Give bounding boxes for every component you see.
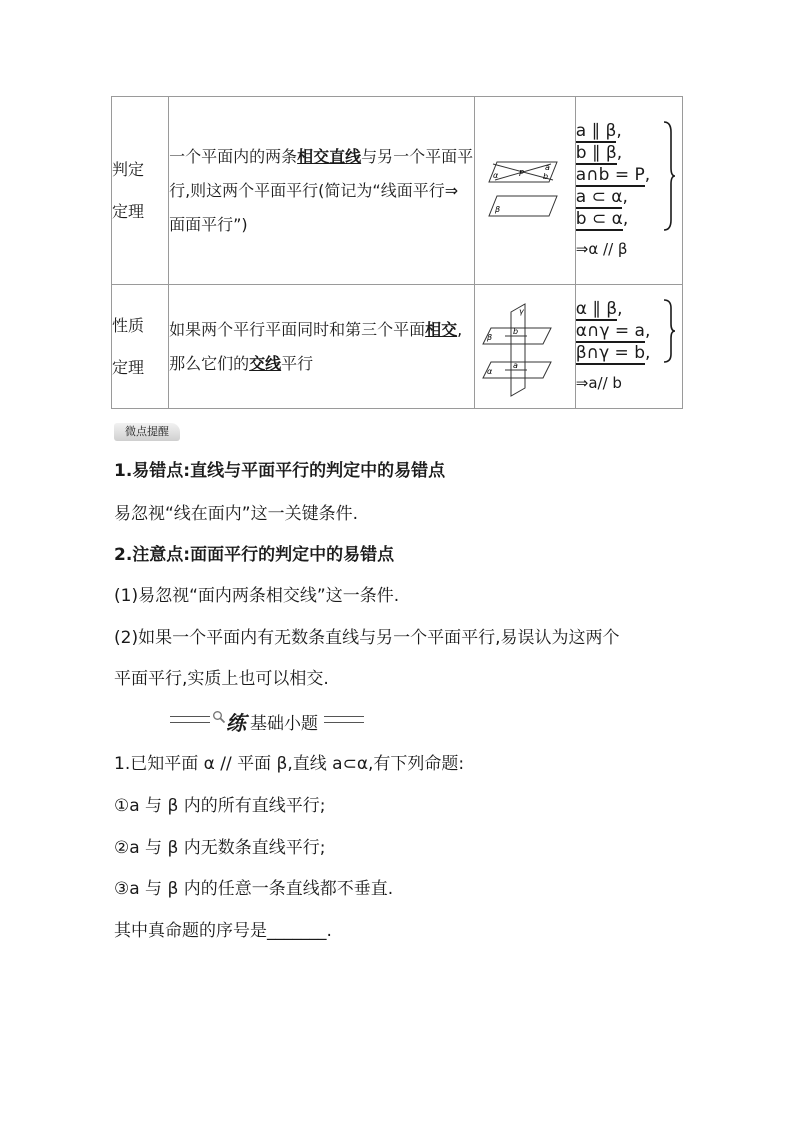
theorem-table — [111, 96, 683, 409]
figure-intersecting-planes — [474, 285, 575, 409]
conclusion: ⇒a// b — [575, 373, 622, 392]
description-text: 一个平面内的两条 — [169, 146, 298, 166]
condition-line: α∩γ = a, — [575, 320, 651, 341]
row-symbols — [575, 97, 682, 285]
table-row-property — [112, 285, 683, 409]
tip-text-3a: (2)如果一个平面内有无数条直线与另一个平面平行,易误认为这两个 — [114, 628, 620, 648]
figure-label: a — [512, 360, 518, 370]
condition-line: α ∥ β, — [575, 298, 623, 319]
tip-tag: 微点提醒 — [114, 423, 180, 441]
condition-group — [576, 298, 681, 364]
keyword: 交线 — [249, 353, 282, 373]
description-text: 与另一个平面平行,则这两个平面平行(简记为“线面平行⇒面面平行”) — [169, 146, 474, 234]
section-header — [170, 708, 360, 735]
tip-text-1: 易忽视“线在面内”这一关键条件. — [114, 504, 359, 524]
row-label — [112, 285, 169, 409]
tip-text-2: (1)易忽视“面内两条相交线”这一条件. — [114, 586, 400, 606]
figure-label: α — [486, 366, 492, 376]
question-item-1: ①a 与 β 内的所有直线平行; — [114, 796, 326, 816]
conclusion: ⇒α // β — [575, 239, 628, 258]
row-label-line: 定理 — [112, 201, 145, 221]
table-row-judgement — [112, 97, 683, 285]
condition-line: a∩b = P, — [575, 164, 651, 185]
figure-label: b — [512, 326, 518, 336]
row-label-line: 性质 — [112, 315, 145, 335]
question-stem: 1.已知平面 α // 平面 β,直线 a⊂α,有下列命题: — [114, 754, 465, 774]
row-label-line: 定理 — [112, 357, 145, 377]
tip-text-3b: 平面平行,实质上也可以相交. — [114, 669, 329, 689]
parallel-planes-diagram — [475, 134, 575, 244]
description-text: 如果两个平行平面同时和第三个平面 — [169, 319, 426, 339]
row-description — [169, 97, 475, 285]
question-ask: 其中真命题的序号是_______. — [114, 921, 332, 941]
figure-label: γ — [518, 306, 524, 316]
keyword: 相交 — [425, 319, 458, 339]
tip-heading-2: 2.注意点:面面平行的判定中的易错点 — [114, 545, 395, 565]
right-brace-icon — [662, 120, 676, 232]
condition-line: b ∥ β, — [575, 142, 623, 163]
question-item-2: ②a 与 β 内无数条直线平行; — [114, 838, 326, 858]
condition-line: b ⊂ α, — [575, 208, 629, 229]
description-text: 平行 — [281, 353, 314, 373]
condition-line: β∩γ = b, — [575, 342, 651, 363]
question-item-3: ③a 与 β 内的任意一条直线都不垂直. — [114, 879, 394, 899]
magnifier-icon — [212, 710, 226, 724]
figure-label: β — [486, 332, 492, 342]
tip-heading-1: 1.易错点:直线与平面平行的判定中的易错点 — [114, 461, 446, 481]
section-title: 基础小题 — [250, 714, 318, 734]
row-description — [169, 285, 475, 409]
right-brace-icon — [662, 298, 676, 364]
figure-label: P — [518, 168, 524, 178]
section-rule-right — [324, 716, 364, 723]
figure-label: β — [494, 204, 500, 214]
description-text: ,那么它们的 — [169, 319, 463, 373]
figure-label: a — [544, 162, 550, 172]
condition-line: a ⊂ α, — [575, 186, 628, 207]
row-label-line: 判定 — [112, 159, 145, 179]
intersecting-planes-diagram — [475, 290, 575, 400]
section-big-char: 练 — [226, 711, 246, 735]
condition-group — [576, 120, 680, 230]
section-rule-left — [170, 716, 210, 723]
row-label — [112, 97, 169, 285]
condition-line: a ∥ β, — [575, 120, 622, 141]
figure-parallel-planes — [474, 97, 575, 285]
figure-label: α — [492, 170, 498, 180]
keyword: 相交直线 — [297, 146, 362, 166]
figure-label: b — [542, 171, 548, 181]
row-symbols — [575, 285, 682, 409]
